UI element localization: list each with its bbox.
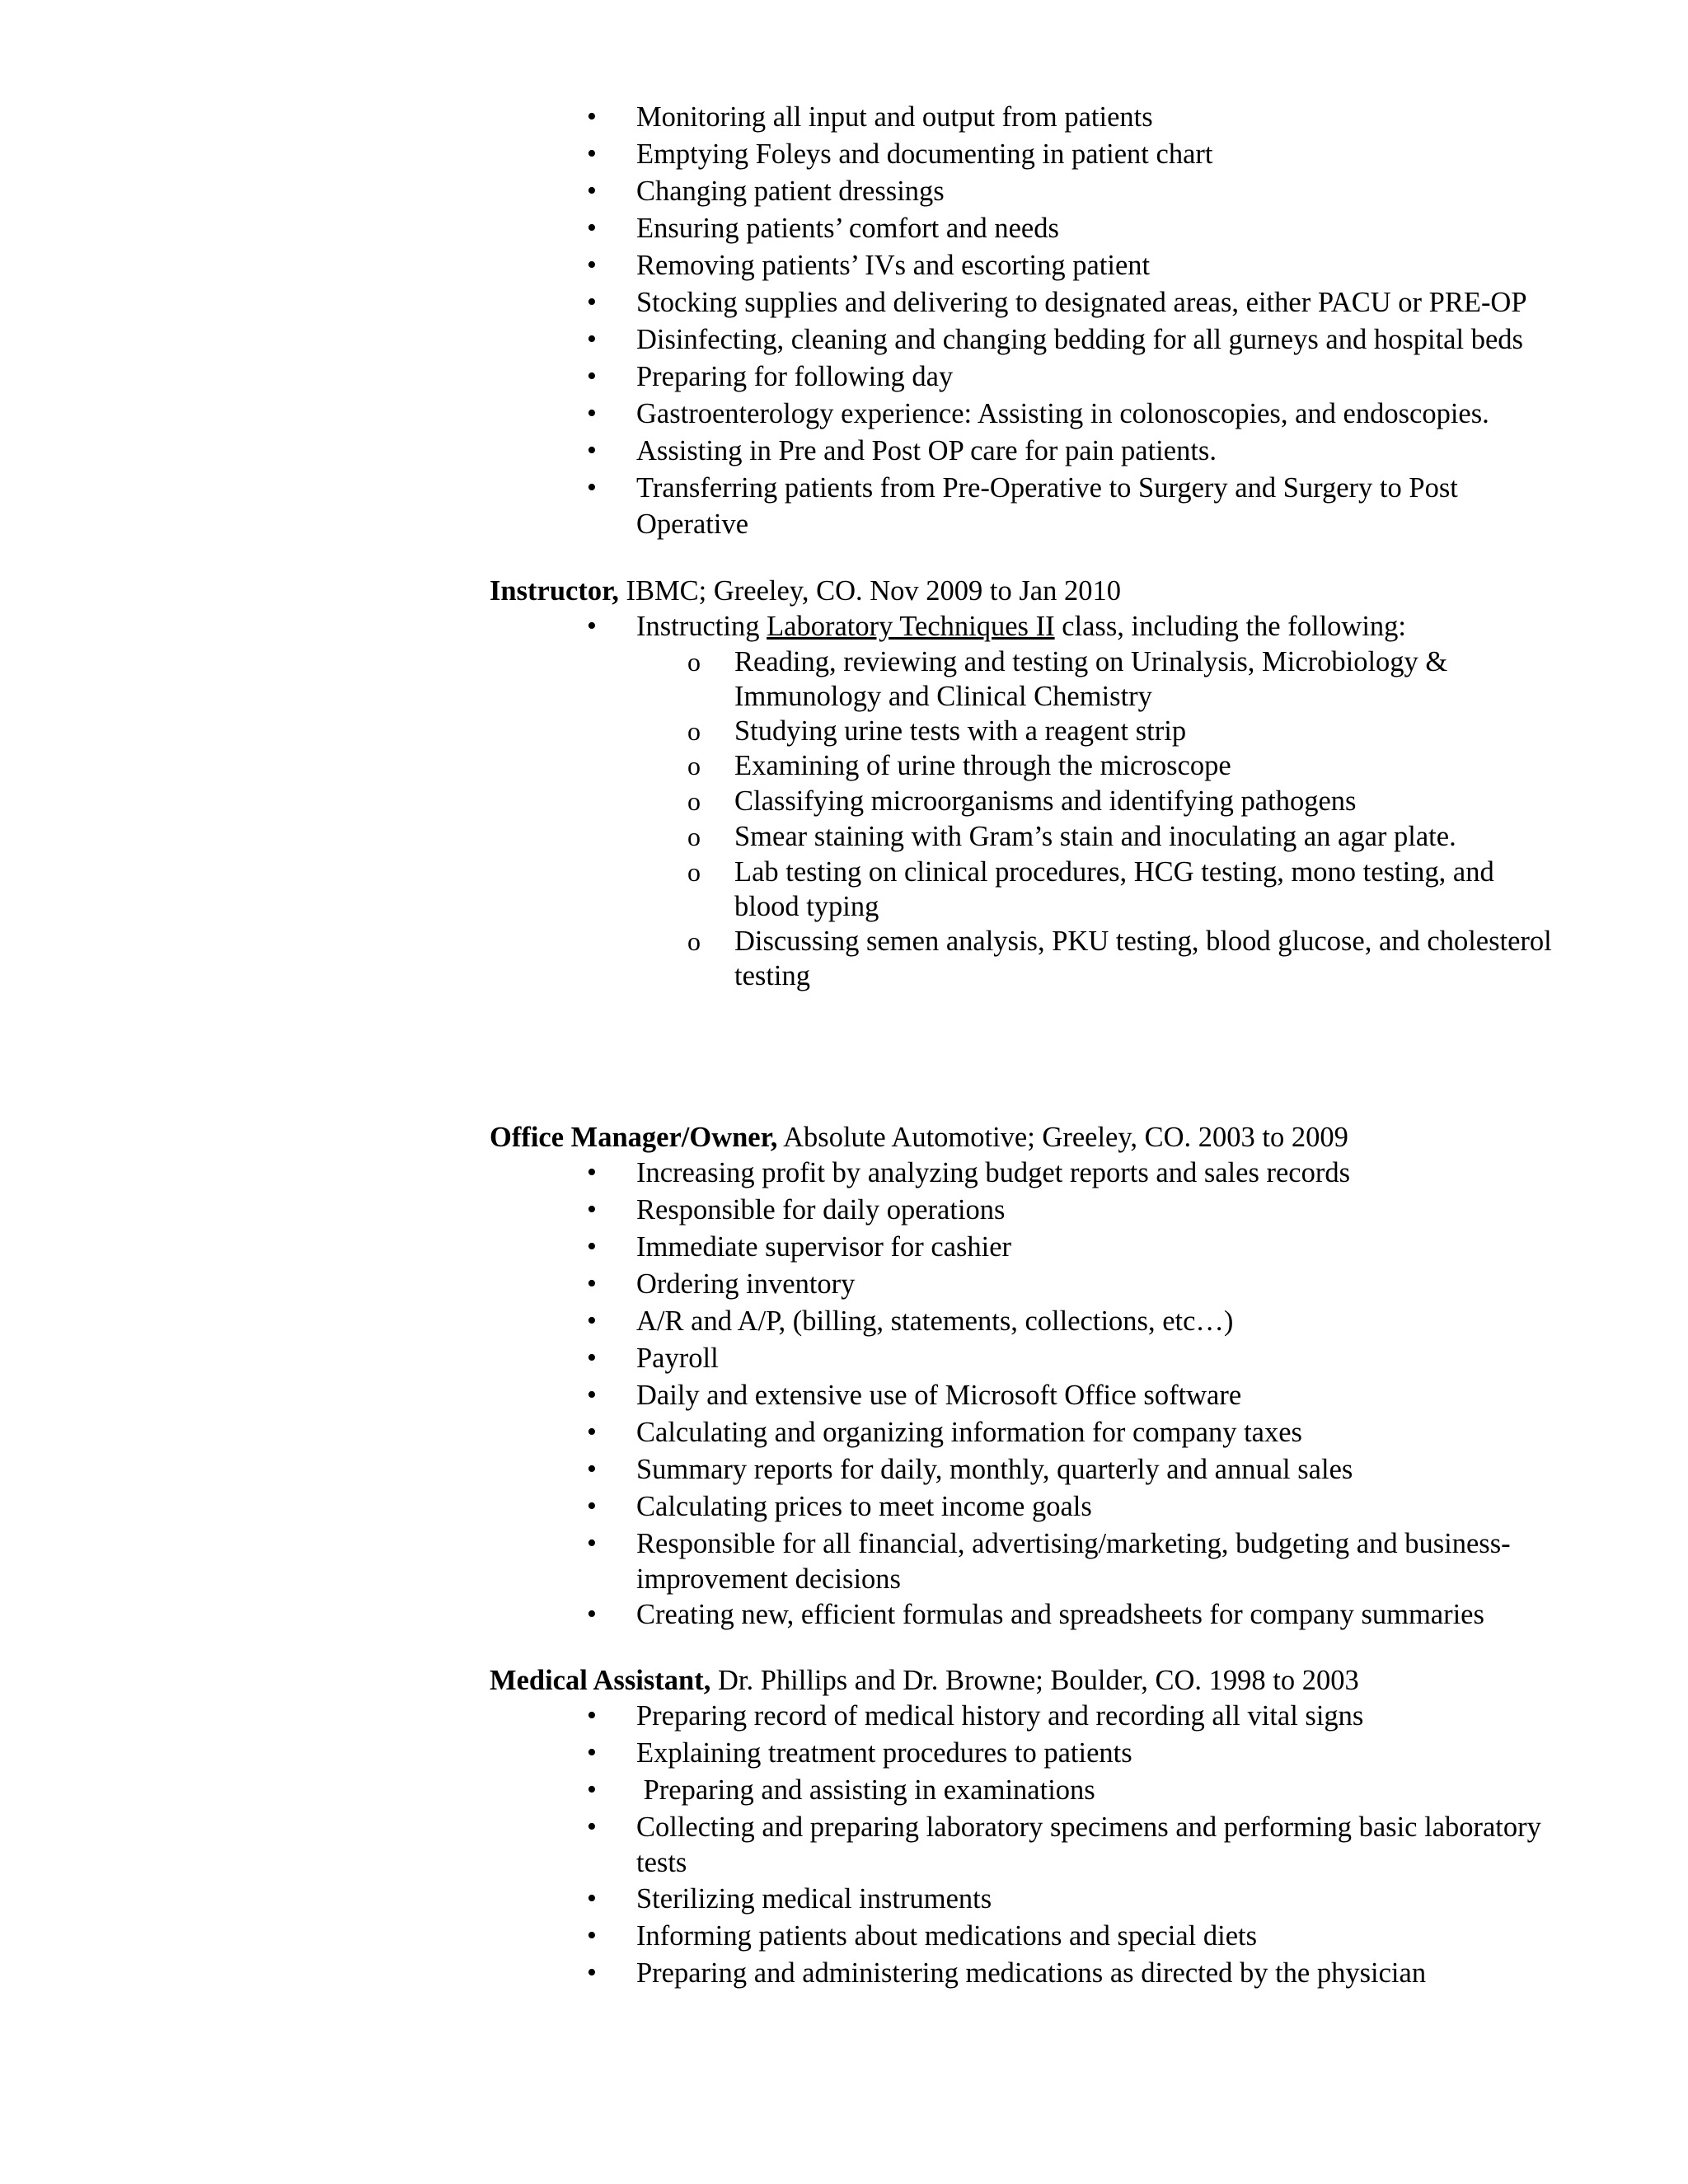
duty-item: Daily and extensive use of Microsoft Office software — [636, 1380, 1242, 1411]
bullet-marker: • — [587, 1268, 597, 1299]
duty-item: Changing patient dressings — [636, 176, 945, 207]
bullet-marker: • — [587, 1157, 597, 1188]
duty-item: Responsible for all financial, advertising/marketing, budgeting and business- — [636, 1528, 1511, 1559]
bullet-marker: • — [587, 1599, 597, 1629]
sub-bullet-marker: o — [687, 822, 701, 851]
bullet-marker: • — [587, 361, 597, 391]
sub-item: Discussing semen analysis, PKU testing, blood glucose, and cholesterol — [734, 926, 1552, 957]
bullet-marker: • — [587, 1774, 597, 1805]
bullet-marker: • — [587, 1920, 597, 1951]
sub-item: Studying urine tests with a reagent strip — [734, 715, 1187, 747]
course-name: Laboratory Techniques II — [767, 611, 1055, 642]
bullet-marker: • — [587, 138, 597, 169]
duty-item: Summary reports for daily, monthly, quarterly and annual sales — [636, 1454, 1353, 1485]
sub-bullet-marker: o — [687, 647, 701, 677]
bullet-marker: • — [587, 1380, 597, 1410]
duty-item: Preparing and assisting in examinations — [636, 1774, 1095, 1806]
intro-text: class, including the following: — [1054, 611, 1406, 642]
sub-item: Examining of urine through the microscope — [734, 750, 1231, 781]
duty-item: Increasing profit by analyzing budget reports and sales records — [636, 1157, 1351, 1188]
bullet-marker: • — [587, 1883, 597, 1914]
duty-item: Immediate supervisor for cashier — [636, 1231, 1012, 1263]
bullet-marker: • — [587, 1491, 597, 1521]
duty-item: Removing patients’ IVs and escorting patient — [636, 250, 1151, 281]
bullet-marker: • — [587, 287, 597, 317]
duty-item: Ensuring patients’ comfort and needs — [636, 213, 1059, 244]
duty-item: Sterilizing medical instruments — [636, 1883, 992, 1915]
bullet-marker: • — [587, 1417, 597, 1447]
duty-item: Stocking supplies and delivering to designated areas, either PACU or PRE-OP — [636, 287, 1527, 318]
instructor-intro — [636, 608, 1406, 644]
duty-item: Preparing record of medical history and recording all vital signs — [636, 1700, 1364, 1732]
bullet-marker: • — [587, 1811, 597, 1842]
bullet-marker: • — [587, 1343, 597, 1373]
duty-item: Calculating and organizing information for company taxes — [636, 1417, 1302, 1448]
bullet-marker: • — [587, 1528, 597, 1558]
sub-item: Classifying microorganisms and identifying pathogens — [734, 785, 1357, 817]
duty-item: A/R and A/P, (billing, statements, collections, etc…) — [636, 1305, 1234, 1337]
bullet-marker: • — [587, 611, 597, 641]
bullet-marker: • — [587, 1957, 597, 1988]
duty-item: Explaining treatment procedures to patients — [636, 1737, 1132, 1769]
duty-item: Assisting in Pre and Post OP care for pain patients. — [636, 435, 1217, 466]
duty-item: Informing patients about medications and special diets — [636, 1920, 1258, 1952]
sub-bullet-marker: o — [687, 926, 701, 956]
bullet-marker: • — [587, 324, 597, 354]
bullet-marker: • — [587, 1231, 597, 1262]
duty-item: Monitoring all input and output from patients — [636, 101, 1153, 133]
duty-item: Creating new, efficient formulas and spreadsheets for company summaries — [636, 1599, 1484, 1630]
job-details: IBMC; Greeley, CO. Nov 2009 to Jan 2010 — [618, 575, 1121, 607]
bullet-marker: • — [587, 398, 597, 429]
sub-bullet-marker: o — [687, 857, 701, 887]
job-title: Instructor, — [490, 575, 619, 607]
sub-bullet-marker: o — [687, 716, 701, 746]
bullet-marker: • — [587, 435, 597, 466]
bullet-marker: • — [587, 250, 597, 280]
job-heading-medical-assistant — [490, 1662, 1359, 1699]
bullet-marker: • — [587, 1194, 597, 1225]
job-title: Office Manager/Owner, — [490, 1122, 778, 1153]
bullet-marker: • — [587, 1700, 597, 1731]
bullet-marker: • — [587, 472, 597, 503]
sub-item-continuation: Immunology and Clinical Chemistry — [734, 681, 1152, 712]
duty-item-continuation: tests — [636, 1847, 687, 1878]
sub-bullet-marker: o — [687, 786, 701, 816]
duty-item: Disinfecting, cleaning and changing bedding for all gurneys and hospital beds — [636, 324, 1523, 355]
bullet-marker: • — [587, 1737, 597, 1768]
job-details: Dr. Phillips and Dr. Browne; Boulder, CO. 1998 to 2003 — [710, 1665, 1359, 1696]
duty-item: Emptying Foleys and documenting in patient chart — [636, 138, 1213, 170]
job-heading-office-manager — [490, 1119, 1348, 1155]
duty-item: Gastroenterology experience: Assisting in colonoscopies, and endoscopies. — [636, 398, 1489, 429]
duty-item: Responsible for daily operations — [636, 1194, 1006, 1226]
duty-item-continuation: Operative — [636, 509, 749, 540]
bullet-marker: • — [587, 213, 597, 243]
duty-item: Preparing for following day — [636, 361, 954, 392]
duty-item: Payroll — [636, 1343, 719, 1374]
bullet-marker: • — [587, 1454, 597, 1484]
duty-item: Preparing and administering medications as directed by the physician — [636, 1957, 1427, 1989]
duty-item: Ordering inventory — [636, 1268, 856, 1300]
duty-item: Transferring patients from Pre-Operative to Surgery and Surgery to Post — [636, 472, 1458, 504]
sub-item: Reading, reviewing and testing on Urinalysis, Microbiology & — [734, 646, 1448, 677]
sub-item-continuation: blood typing — [734, 891, 879, 922]
sub-bullet-marker: o — [687, 751, 701, 780]
job-details: Absolute Automotive; Greeley, CO. 2003 to 2009 — [777, 1122, 1348, 1153]
intro-text: Instructing — [636, 611, 767, 642]
sub-item: Smear staining with Gram’s stain and inoculating an agar plate. — [734, 821, 1456, 852]
duty-item-continuation: improvement decisions — [636, 1563, 901, 1595]
bullet-marker: • — [587, 176, 597, 206]
duty-item: Collecting and preparing laboratory specimens and performing basic laboratory — [636, 1811, 1541, 1843]
sub-item-continuation: testing — [734, 960, 810, 991]
bullet-marker: • — [587, 1305, 597, 1336]
duty-item: Calculating prices to meet income goals — [636, 1491, 1092, 1522]
job-title: Medical Assistant, — [490, 1665, 711, 1696]
job-heading-instructor — [490, 573, 1121, 609]
sub-item: Lab testing on clinical procedures, HCG testing, mono testing, and — [734, 856, 1494, 888]
bullet-marker: • — [587, 101, 597, 132]
